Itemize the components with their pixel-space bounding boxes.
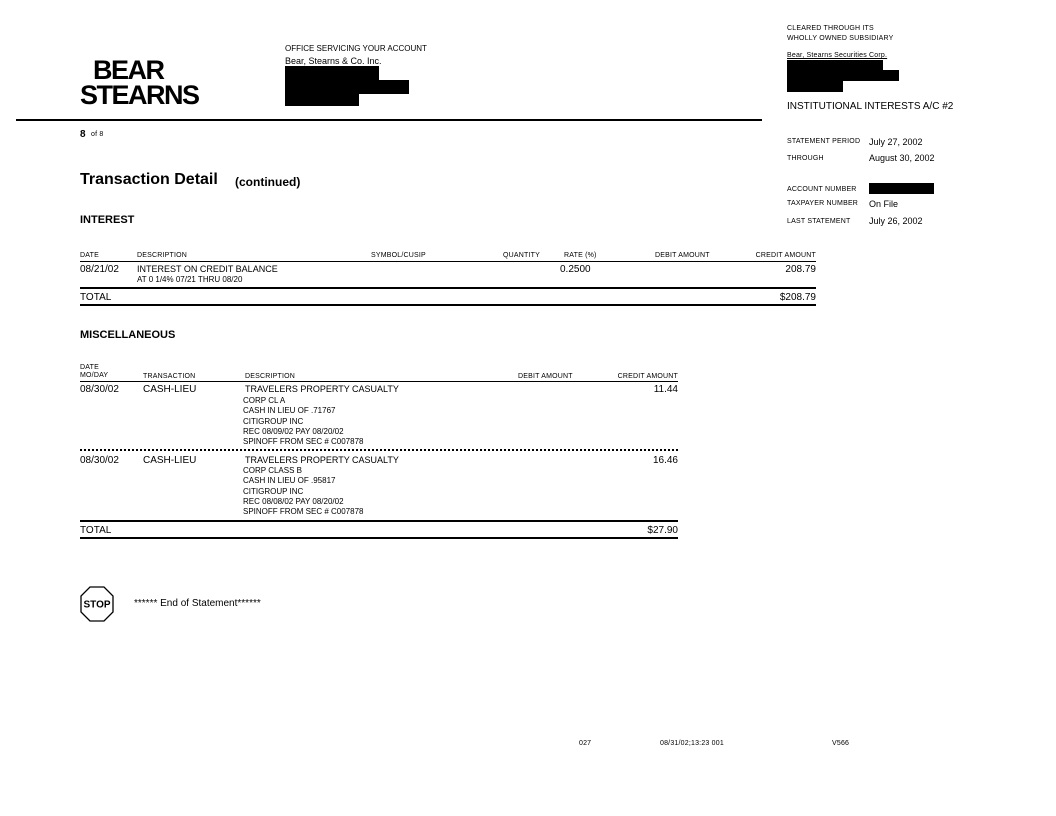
redacted-block — [787, 70, 899, 81]
interest-row-credit: 208.79 — [785, 264, 816, 275]
statement-period-value: July 27, 2002 — [869, 137, 923, 147]
desc-line: CORP CLASS B — [243, 466, 302, 475]
footer-timestamp: 08/31/02;13:23 001 — [660, 740, 724, 747]
col-credit: CREDIT AMOUNT — [617, 373, 678, 380]
desc-line: CASH IN LIEU OF .71767 — [243, 406, 336, 416]
col-symbol: SYMBOL/CUSIP — [371, 252, 426, 259]
misc-row-date: 08/30/02 — [80, 384, 119, 395]
misc-row-desc-lines — [243, 396, 363, 447]
col-credit: CREDIT AMOUNT — [755, 252, 816, 259]
col-description: DESCRIPTION — [245, 373, 296, 380]
col-transaction: TRANSACTION — [143, 373, 196, 380]
interest-total-label: TOTAL — [80, 292, 112, 303]
header-rule — [80, 261, 816, 262]
misc-total-label: TOTAL — [80, 525, 112, 536]
col-quantity: QUANTITY — [503, 252, 540, 259]
misc-row-transaction: CASH-LIEU — [143, 384, 197, 395]
account-title: INSTITUTIONAL INTERESTS A/C #2 — [787, 101, 954, 112]
cleared-label-2: WHOLLY OWNED SUBSIDIARY — [787, 35, 894, 42]
footer-code-2: V566 — [832, 740, 850, 747]
desc-line: CITIGROUP INC — [243, 416, 304, 426]
page-number: 8 — [80, 129, 86, 140]
total-rule-top — [80, 520, 678, 522]
bear-stearns-logo — [80, 55, 199, 110]
logo-line-1: BEAR — [93, 55, 164, 85]
interest-row-date: 08/21/02 — [80, 264, 119, 275]
desc-line: REC 08/08/02 PAY 08/20/02 — [243, 496, 344, 506]
desc-line: REC 08/09/02 PAY 08/20/02 — [243, 426, 344, 436]
desc-line: CITIGROUP INC — [243, 486, 304, 496]
page-of-total: of 8 — [91, 131, 104, 138]
last-statement-label: LAST STATEMENT — [787, 218, 851, 225]
redacted-block — [787, 60, 883, 70]
misc-row-credit: 11.44 — [653, 384, 678, 395]
interest-row-rate: 0.2500 — [560, 264, 591, 275]
misc-row-transaction: CASH-LIEU — [143, 455, 197, 466]
misc-total-value: $27.90 — [647, 525, 678, 536]
redacted-block — [285, 80, 409, 94]
misc-heading: MISCELLANEOUS — [80, 329, 176, 341]
desc-line: SPINOFF FROM SEC # C007878 — [243, 507, 364, 517]
header-rule — [80, 381, 678, 382]
col-date-1: DATE — [80, 364, 99, 371]
misc-row-desc-lines — [243, 466, 363, 517]
header-divider — [16, 119, 762, 121]
cleared-label-1: CLEARED THROUGH ITS — [787, 25, 874, 32]
total-rule-top — [80, 287, 816, 289]
col-rate: RATE (%) — [564, 252, 597, 259]
misc-row-date: 08/30/02 — [80, 455, 119, 466]
redacted-account-number — [869, 183, 934, 194]
statement-period-label: STATEMENT PERIOD — [787, 138, 861, 145]
through-value: August 30, 2002 — [869, 153, 935, 163]
last-statement-value: July 26, 2002 — [869, 216, 923, 226]
redacted-block — [285, 94, 359, 106]
interest-row-description: INTEREST ON CREDIT BALANCE — [137, 264, 278, 274]
interest-heading: INTEREST — [80, 214, 135, 226]
interest-row-description-2: AT 0 1/4% 07/21 THRU 08/20 — [137, 275, 243, 284]
office-name: Bear, Stearns & Co. Inc. — [285, 56, 382, 66]
col-debit: DEBIT AMOUNT — [518, 373, 573, 380]
desc-line: CASH IN LIEU OF .95817 — [243, 476, 336, 486]
account-number-label: ACCOUNT NUMBER — [787, 186, 857, 193]
taxpayer-label: TAXPAYER NUMBER — [787, 200, 859, 207]
misc-row-desc-first: TRAVELERS PROPERTY CASUALTY — [245, 384, 399, 394]
stop-sign-text: STOP — [83, 599, 111, 611]
total-rule-bottom — [80, 537, 678, 539]
through-label: THROUGH — [787, 155, 824, 162]
page-title: Transaction Detail — [80, 171, 218, 188]
col-date-2: MO/DAY — [80, 372, 109, 379]
page-subtitle: (continued) — [235, 175, 301, 189]
cleared-name: Bear, Stearns Securities Corp. — [787, 52, 888, 59]
desc-line: CORP CL A — [243, 396, 286, 405]
redacted-block — [787, 81, 843, 92]
misc-row-desc-first: TRAVELERS PROPERTY CASUALTY — [245, 455, 399, 465]
footer-code: 027 — [579, 740, 592, 747]
desc-line: SPINOFF FROM SEC # C007878 — [243, 437, 364, 447]
col-description: DESCRIPTION — [137, 252, 188, 259]
col-date: DATE — [80, 252, 99, 259]
interest-total-value: $208.79 — [779, 292, 816, 303]
end-of-statement: ****** End of Statement****** — [134, 598, 261, 609]
office-label: OFFICE SERVICING YOUR ACCOUNT — [285, 44, 427, 53]
stop-sign-icon — [80, 586, 114, 620]
redacted-block — [285, 66, 379, 80]
taxpayer-value: On File — [869, 199, 899, 209]
logo-line-2: STEARNS — [80, 80, 199, 110]
misc-row-credit: 16.46 — [652, 455, 678, 466]
total-rule-bottom — [80, 304, 816, 306]
row-separator — [80, 449, 678, 451]
col-debit: DEBIT AMOUNT — [655, 252, 710, 259]
